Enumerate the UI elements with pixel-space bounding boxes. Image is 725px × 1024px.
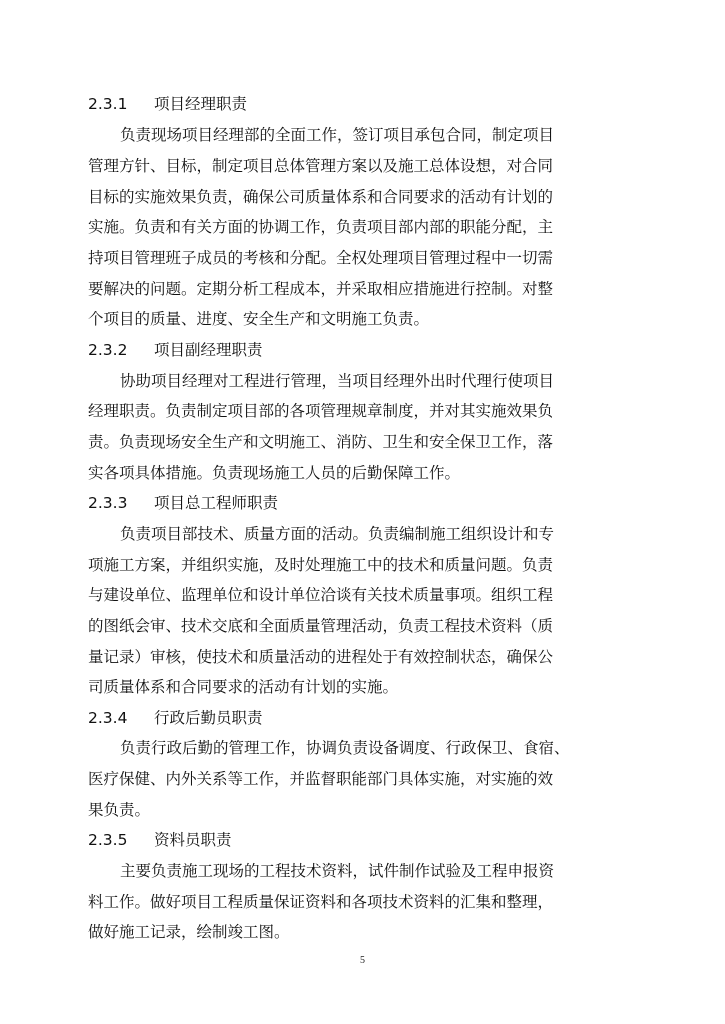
paragraph-line: 持项目管理班子成员的考核和分配。全权处理项目管理过程中一切需 (88, 249, 554, 267)
paragraph-line: 实各项具体措施。负责现场施工人员的后勤保障工作。 (88, 464, 461, 482)
paragraph-line: 司质量体系和合同要求的活动有计划的实施。 (88, 678, 399, 696)
paragraph-line: 目标的实施效果负责，确保公司质量体系和合同要求的活动有计划的 (88, 188, 554, 206)
section-number: 2.3.3 (88, 494, 128, 512)
paragraph-line: 与建设单位、监理单位和设计单位洽谈有关技术质量事项。组织工程 (88, 586, 554, 604)
paragraph-line: 主要负责施工现场的工程技术资料，试件制作试验及工程申报资 (120, 862, 555, 880)
paragraph-line: 实施。负责和有关方面的协调工作，负责项目部内部的职能分配，主 (88, 218, 554, 236)
paragraph-line: 个项目的质量、进度、安全生产和文明施工负责。 (88, 310, 430, 328)
section-heading (88, 830, 232, 850)
paragraph-line: 项施工方案，并组织实施，及时处理施工中的技术和质量问题。负责 (88, 556, 554, 574)
section-title: 项目副经理职责 (154, 341, 263, 359)
paragraph-line: 量记录）审核，使技术和质量活动的进程处于有效控制状态，确保公 (88, 648, 554, 666)
paragraph-line: 负责现场项目经理部的全面工作，签订项目承包合同，制定项目 (120, 126, 555, 144)
section-title: 项目经理职责 (154, 95, 248, 113)
paragraph-line: 医疗保健、内外关系等工作，并监督职能部门具体实施，对实施的效 (88, 770, 554, 788)
paragraph-line: 负责行政后勤的管理工作，协调负责设备调度、行政保卫、食宿、 (120, 739, 570, 757)
section-title: 资料员职责 (154, 831, 232, 849)
section-title: 项目总工程师职责 (154, 494, 279, 512)
section-number: 2.3.5 (88, 831, 128, 849)
section-number: 2.3.1 (88, 95, 128, 113)
section-title: 行政后勤员职责 (154, 709, 263, 727)
paragraph-line: 协助项目经理对工程进行管理，当项目经理外出时代理行使项目 (120, 372, 555, 390)
paragraph-line: 的图纸会审、技术交底和全面质量管理活动，负责工程技术资料（质 (88, 617, 554, 635)
paragraph-line: 要解决的问题。定期分析工程成本，并采取相应措施进行控制。对整 (88, 280, 554, 298)
page-number: 5 (360, 955, 365, 966)
paragraph-line: 管理方针、目标，制定项目总体管理方案以及施工总体设想，对合同 (88, 157, 554, 175)
paragraph-line: 料工作。做好项目工程质量保证资料和各项技术资料的汇集和整理， (88, 893, 554, 911)
paragraph-line: 做好施工记录，绘制竣工图。 (88, 923, 290, 941)
section-number: 2.3.2 (88, 341, 128, 359)
paragraph-line: 责。负责现场安全生产和文明施工、消防、卫生和安全保卫工作，落 (88, 433, 554, 451)
section-heading (88, 708, 263, 728)
paragraph-line: 经理职责。负责制定项目部的各项管理规章制度，并对其实施效果负 (88, 402, 554, 420)
paragraph-line: 负责项目部技术、质量方面的活动。负责编制施工组织设计和专 (120, 525, 555, 543)
section-heading (88, 493, 278, 513)
section-heading (88, 340, 263, 360)
section-number: 2.3.4 (88, 709, 128, 727)
paragraph-line: 果负责。 (88, 801, 151, 819)
section-heading (88, 94, 247, 114)
